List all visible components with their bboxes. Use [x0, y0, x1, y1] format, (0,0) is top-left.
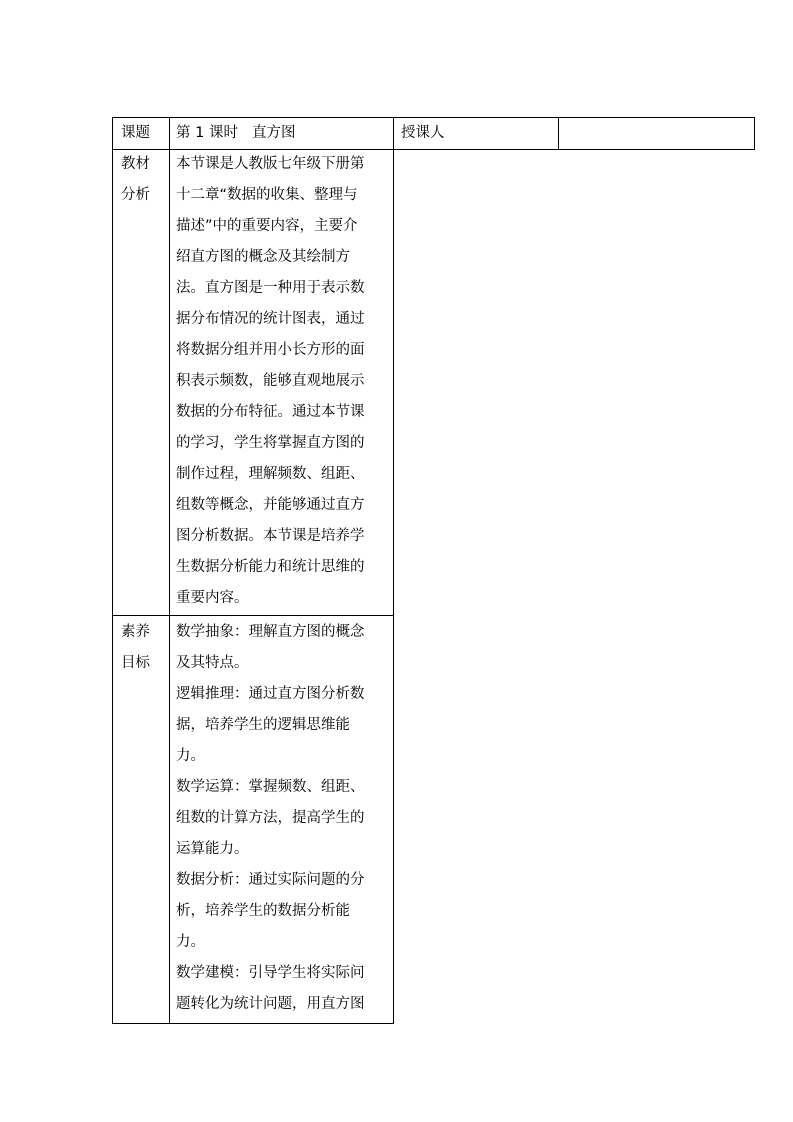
analysis-label-line2: 分析 [121, 187, 150, 203]
goals-label-line2: 目标 [121, 655, 150, 671]
goals-content [176, 617, 390, 1020]
analysis-line: 生数据分析能力和统计思维的 [176, 559, 365, 575]
goals-label [121, 617, 167, 679]
analysis-line: 图分析数据。本节课是培养学 [176, 528, 365, 544]
analysis-line: 本节课是人教版七年级下册第 [176, 156, 365, 172]
analysis-label-line1: 教材 [121, 156, 150, 172]
goal-line: 析，培养学生的数据分析能 [176, 903, 350, 919]
analysis-line: 描述”中的重要内容，主要介 [176, 218, 358, 234]
analysis-line: 将数据分组并用小长方形的面 [176, 342, 365, 358]
goal-line: 数据分析：通过实际问题的分 [176, 872, 365, 888]
goal-line: 逻辑推理：通过直方图分析数 [176, 686, 365, 702]
goal-line: 数学建模：引导学生将实际问 [176, 965, 365, 981]
goal-line: 运算能力。 [176, 841, 249, 857]
lesson-heading [176, 126, 295, 141]
lesson-title: 直方图 [251, 125, 296, 141]
goal-line: 组数的计算方法，提高学生的 [176, 810, 365, 826]
analysis-line: 的学习，学生将掌握直方图的 [176, 435, 365, 451]
analysis-content [176, 149, 390, 614]
analysis-line: 十二章“数据的收集、整理与 [176, 187, 358, 203]
goal-line: 力。 [176, 934, 205, 950]
table-border-right [754, 117, 755, 150]
lesson-number: 第 1 课时 [176, 125, 238, 141]
goal-line: 题转化为统计问题，用直方图 [176, 996, 365, 1012]
table-divider-label-col [169, 117, 170, 1024]
analysis-line: 数据的分布特征。通过本节课 [176, 404, 365, 420]
table-border-row1-bottom [112, 615, 393, 616]
analysis-line: 绍直方图的概念及其绘制方 [176, 249, 350, 265]
goal-line: 力。 [176, 748, 205, 764]
table-border-left [112, 117, 113, 1024]
analysis-line: 积表示频数，能够直观地展示 [176, 373, 365, 389]
analysis-line: 组数等概念，并能够通过直方 [176, 497, 365, 513]
table-divider-content-col [393, 117, 394, 1024]
subject-label: 课题 [121, 125, 150, 141]
analysis-line: 制作过程，理解频数、组距、 [176, 466, 365, 482]
teacher-label: 授课人 [401, 125, 445, 141]
analysis-line: 法。直方图是一种用于表示数 [176, 280, 365, 296]
analysis-line: 重要内容。 [176, 590, 249, 606]
analysis-line: 据分布情况的统计图表，通过 [176, 311, 365, 327]
goals-label-line1: 素养 [121, 624, 150, 640]
goal-line: 及其特点。 [176, 655, 249, 671]
goal-line: 据，培养学生的逻辑思维能 [176, 717, 350, 733]
goal-line: 数学抽象：理解直方图的概念 [176, 624, 365, 640]
goal-line: 数学运算：掌握频数、组距、 [176, 779, 365, 795]
table-divider-teacher-col [558, 117, 559, 150]
table-border-bottom [112, 1023, 393, 1024]
analysis-label [121, 149, 167, 211]
table-border-top [112, 117, 755, 118]
